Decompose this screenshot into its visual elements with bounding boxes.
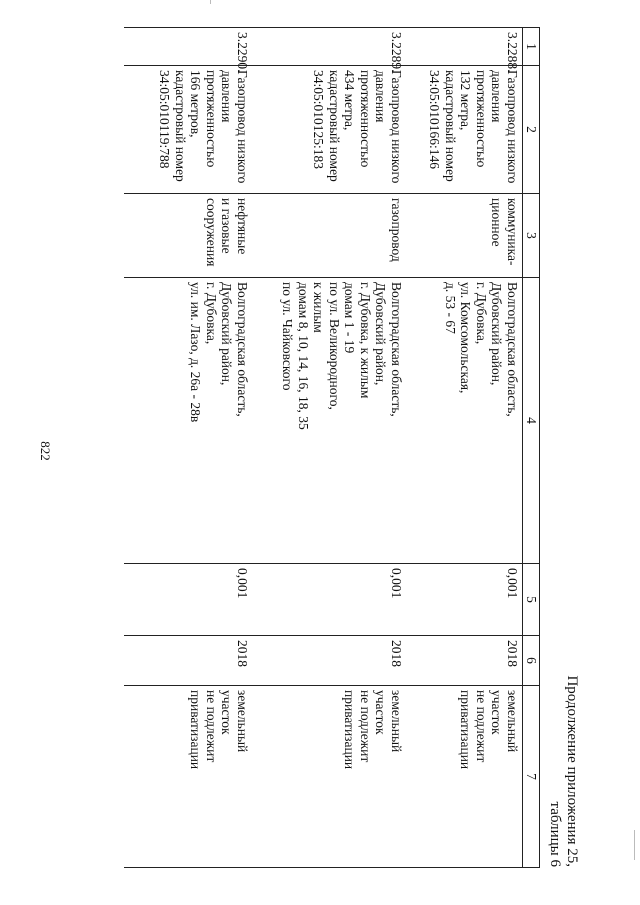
row-id: 3.2288.: [406, 28, 523, 66]
address-cell: Волгоградская область, Дубовский район, г. Дубовка, к жилым домам 1 - 19 по ул. Великородного, к жилым домам 8, 10, 14, 16, 18, 35 по ул. Чайковского: [252, 278, 406, 564]
year-cell: 2018: [406, 636, 523, 686]
page-number: 822: [38, 441, 53, 461]
column-header-3: 3: [523, 194, 540, 278]
purpose-cell: нефтяные и газовые сооружения: [124, 194, 252, 278]
property-table: [124, 27, 540, 868]
column-header-6: 6: [523, 636, 540, 686]
caption-line-1: Продолжение приложения 25,: [564, 675, 580, 867]
land-status-cell: земельный участок не подлежит приватизации: [406, 686, 523, 868]
caption-line-2: таблицы 6: [547, 801, 563, 867]
address-cell: Волгоградская область, Дубовский район, г. Дубовка, ул. им. Лазо, д. 26а - 28в: [124, 278, 252, 564]
scan-edge-mark: [210, 0, 211, 4]
object-name-cell: Газопровод низкого давления протяженностью 132 метра, кадастровый номер 34:05:010166:146: [406, 66, 523, 194]
land-status-cell: земельный участок не подлежит приватизации: [252, 686, 406, 868]
column-header-5: 5: [523, 564, 540, 636]
value-cell: 0,001: [252, 564, 406, 636]
table-row: [406, 28, 523, 868]
value-cell: 0,001: [406, 564, 523, 636]
purpose-cell: газопровод: [252, 194, 406, 278]
object-name-cell: Газопровод низкого давления протяженностью 166 метров, кадастровый номер 34:05:010119:788: [124, 66, 252, 194]
row-id: 3.2289.: [252, 28, 406, 66]
row-id: 3.2290.: [124, 28, 252, 66]
rotated-page-content: [60, 27, 580, 877]
scan-edge-mark: [634, 830, 635, 860]
value-cell: 0,001: [124, 564, 252, 636]
column-header-7: 7: [523, 686, 540, 868]
year-cell: 2018: [124, 636, 252, 686]
header-row: [523, 28, 540, 868]
object-name-cell: Газопровод низкого давления протяженностью 434 метра, кадастровый номер 34:05:010125:183: [252, 66, 406, 194]
column-header-4: 4: [523, 278, 540, 564]
year-cell: 2018: [252, 636, 406, 686]
table-caption: [546, 27, 580, 867]
column-header-2: 2: [523, 66, 540, 194]
address-cell: Волгоградская область, Дубовский район, г. Дубовка, ул. Комсомольская, д. 53 - 67: [406, 278, 523, 564]
purpose-cell: коммуника- ционное: [406, 194, 523, 278]
table-row: [124, 28, 252, 868]
table-row: [252, 28, 406, 868]
column-header-1: 1: [523, 28, 540, 66]
land-status-cell: земельный участок не подлежит приватизации: [124, 686, 252, 868]
